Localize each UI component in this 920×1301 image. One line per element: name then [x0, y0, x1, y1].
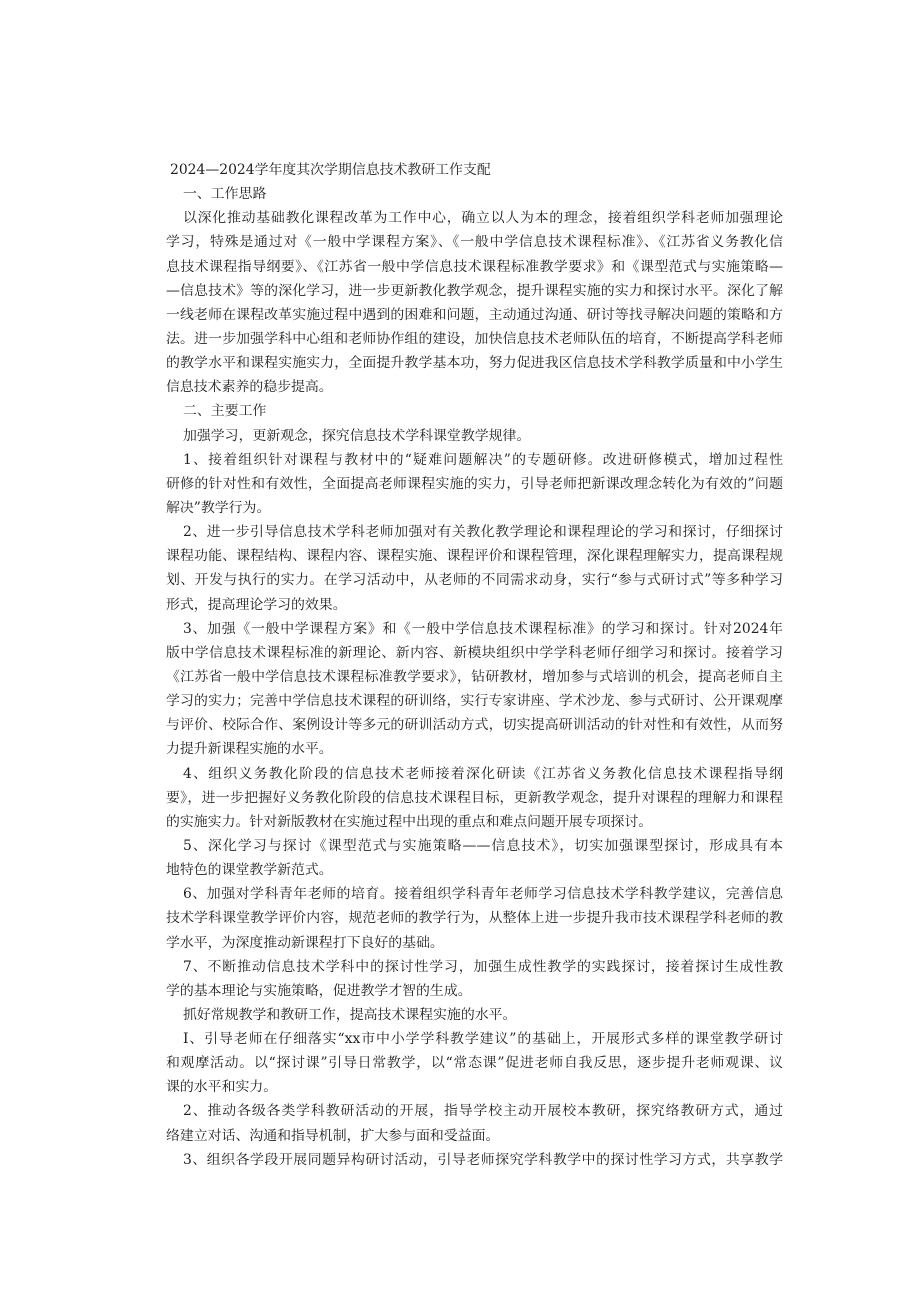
text-line: 学水平，为深度推动新课程打下良好的基础。 [166, 934, 444, 951]
text-line: 的教学水平和课程实施实力，全面提升教学基本功，努力促进我区信息技术学科教学质量和中小学生 [166, 355, 783, 372]
text-line: 技术学科课堂教学评价内容，规范老师的教学行为，从整体上进一步提升我市技术课程学科老师的教 [166, 910, 783, 927]
text-line: 形式，提高理论学习的效果。 [166, 596, 347, 613]
text-line: 2、进一步引导信息技术学科老师加强对有关教化教学理论和课程理论的学习和探讨，仔细探讨 [183, 524, 783, 541]
text-line: 的实施实力。针对新版教材在实施过程中出现的重点和难点问题开展专项探讨。 [166, 813, 653, 830]
paragraph-work-ideas [166, 206, 783, 399]
text-line: 课的水平和实力。 [166, 1079, 278, 1096]
text-line: 力提升新课程实施的水平。 [166, 741, 333, 758]
section-heading: 一、工作思路 [183, 186, 267, 203]
paragraph-routine-item-3 [166, 1148, 783, 1172]
document-page [166, 158, 783, 1172]
text-line: 《江苏省一般中学信息技术课程标准教学要求》，钻研教材，增加参与式培训的机会，提高老师自主 [166, 668, 783, 685]
text-line: 课程功能、课程结构、课程内容、课程实施、课程评价和课程管理，深化课程理解实力，提高课程规 [166, 548, 783, 565]
text-line: 2、推动各级各类学科教研活动的开展，指导学校主动开展校本教研，探究络教研方式，通过 [183, 1103, 783, 1120]
paragraph-item-1 [166, 448, 783, 520]
paragraph-item-2 [166, 520, 783, 617]
text-line: 划、开发与执行的实力。在学习活动中，从老师的不同需求动身，实行“参与式研讨式”等多种学习 [166, 572, 783, 589]
text-line: 学的基本理论与实施策略，促进教学才智的生成。 [166, 982, 472, 999]
text-line: 一线老师在课程改革实施过程中遇到的困难和问题，主动通过沟通、研讨等找寻解决问题的策略和方 [166, 306, 783, 323]
text-line: 信息技术素养的稳步提高。 [166, 379, 333, 396]
text-line: 版中学信息技术课程标准的新理论、新内容、新模块组织中学学科老师仔细学习和探讨。接着学习 [166, 644, 783, 661]
text-line: 3、加强《一般中学课程方案》和《一般中学信息技术课程标准》的学习和探讨。针对2024年 [183, 620, 783, 637]
text-line: 6、加强对学科青年老师的培育。接着组织学科青年老师学习信息技术学科教学建议，完善信息 [183, 886, 783, 903]
text-line: I、引导老师在仔细落实“xx市中小学学科教学建议”的基础上，开展形式多样的课堂教学研讨 [183, 1031, 783, 1048]
text-line: 4、组织义务教化阶段的信息技术老师接着深化研读《江苏省义务教化信息技术课程指导纲 [183, 765, 783, 782]
section-heading: 二、主要工作 [183, 403, 267, 420]
text-line: 地特色的课堂教学新范式。 [166, 862, 333, 879]
paragraph-routine-item-2 [166, 1099, 783, 1147]
text-line: 学习，特殊是通过对《一般中学课程方案》、《一般中学信息技术课程标准》、《江苏省义务教化信 [166, 234, 783, 251]
text-line: —信息技术》等的深化学习，进一步更新教化教学观念，提升课程实施的实力和探讨水平。深化了解 [166, 282, 783, 299]
text-line: 法。进一步加强学科中心组和老师协作组的建设，加快信息技术老师队伍的培育，不断提高学科老师 [166, 330, 783, 347]
paragraph-item-4 [166, 762, 783, 834]
text-line: 学习的实力；完善中学信息技术课程的研训络，实行专家讲座、学术沙龙、参与式研讨、公开课观摩 [166, 693, 783, 710]
text-line: 息技术课程指导纲要》、《江苏省一般中学信息技术课程标准教学要求》和《课型范式与实施策略— [166, 258, 783, 275]
paragraph-item-5 [166, 834, 783, 882]
paragraph-routine-item-1 [166, 1027, 783, 1099]
text-line: 抓好常规教学和教研工作，提高技术课程实施的水平。 [183, 1006, 517, 1023]
paragraph-routine-teaching [166, 1003, 783, 1027]
text-line: 与评价、校际合作、案例设计等多元的研训活动方式，切实提高研训活动的针对性和有效性，从而努 [166, 717, 783, 734]
text-line: 解决”教学行为。 [166, 499, 271, 516]
document-title: 2024—2024学年度其次学期信息技术教研工作支配 [170, 162, 491, 178]
text-line: 络建立对话、沟通和指导机制，扩大参与面和受益面。 [166, 1127, 500, 1144]
paragraph-item-3 [166, 617, 783, 762]
text-line: 1、接着组织针对课程与教材中的“疑难问题解决”的专题研修。改进研修模式，增加过程性 [183, 451, 783, 468]
text-line: 要》，进一步把握好义务教化阶段的信息技术课程目标，更新教学观念，提升对课程的理解力和课程 [166, 789, 783, 806]
text-line: 以深化推动基础教化课程改革为工作中心，确立以人为本的理念，接着组织学科老师加强理论 [183, 210, 783, 227]
text-line: 7、不断推动信息技术学科中的探讨性学习，加强生成性教学的实践探讨，接着探讨生成性教 [183, 958, 783, 975]
paragraph-intro-study [166, 424, 783, 448]
text-line: 和观摩活动。以“探讨课”引导日常教学，以“常态课”促进老师自我反思，逐步提升老师观课、议 [166, 1055, 783, 1072]
text-line: 3、组织各学段开展同题异构研讨活动，引导老师探究学科教学中的探讨性学习方式，共享教学 [183, 1151, 783, 1168]
text-line: 研修的针对性和有效性，全面提高老师课程实施的实力，引导老师把新课改理念转化为有效的”问题 [166, 475, 783, 492]
paragraph-item-6 [166, 882, 783, 954]
paragraph-item-7 [166, 955, 783, 1003]
text-line: 5、深化学习与探讨《课型范式与实施策略——信息技术》，切实加强课型探讨，形成具有本 [183, 837, 783, 854]
text-line: 加强学习，更新观念，探究信息技术学科课堂教学规律。 [183, 427, 531, 444]
